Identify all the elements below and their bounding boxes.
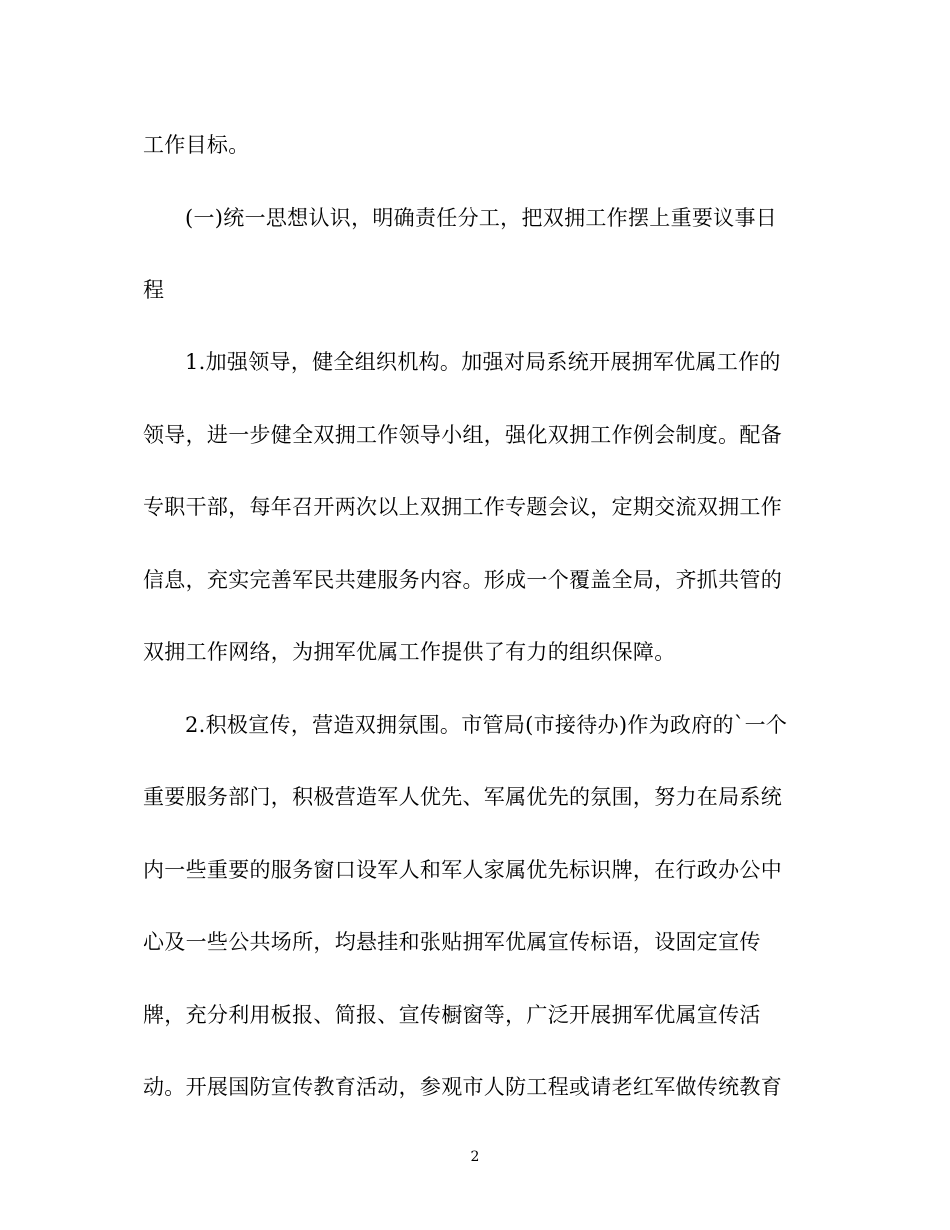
paragraph-2-line-3: 内一些重要的服务窗口设军人和军人家属优先标识牌，在行政办公中: [143, 858, 782, 882]
section-heading-1: (一)统一思想认识，明确责任分工，把双拥工作摆上重要议事日: [185, 206, 778, 230]
paragraph-2-line-4: 心及一些公共场所，均悬挂和张贴拥军优属宣传标语，设固定宣传: [143, 930, 761, 954]
paragraph-2-line-5: 牌，充分利用板报、简报、宣传橱窗等，广泛开展拥军优属宣传活: [143, 1003, 761, 1027]
paragraph-1-line-1: 1.加强领导，健全组织机构。加强对局系统开展拥军优属工作的: [185, 350, 781, 374]
paragraph-2-line-2: 重要服务部门，积极营造军人优先、军属优先的氛围，努力在局系统: [143, 785, 782, 809]
paragraph-1-line-4: 信息，充实完善军民共建服务内容。形成一个覆盖全局，齐抓共管的: [143, 568, 782, 592]
text-line-3: 程: [143, 278, 165, 302]
paragraph-1-line-2: 领导，进一步健全双拥工作领导小组，强化双拥工作例会制度。配备: [143, 423, 782, 447]
text-line-1: 工作目标。: [143, 133, 250, 157]
paragraph-2-line-6: 动。开展国防宣传教育活动，参观市人防工程或请老红军做传统教育: [143, 1075, 782, 1099]
paragraph-1-line-5: 双拥工作网络，为拥军优属工作提供了有力的组织保障。: [143, 640, 676, 664]
paragraph-2-line-1: 2.积极宣传，营造双拥氛围。市管局(市接待办)作为政府的`一个: [185, 713, 788, 737]
page-number: 2: [470, 1149, 480, 1165]
paragraph-1-line-3: 专职干部，每年召开两次以上双拥工作专题会议，定期交流双拥工作: [143, 495, 782, 519]
